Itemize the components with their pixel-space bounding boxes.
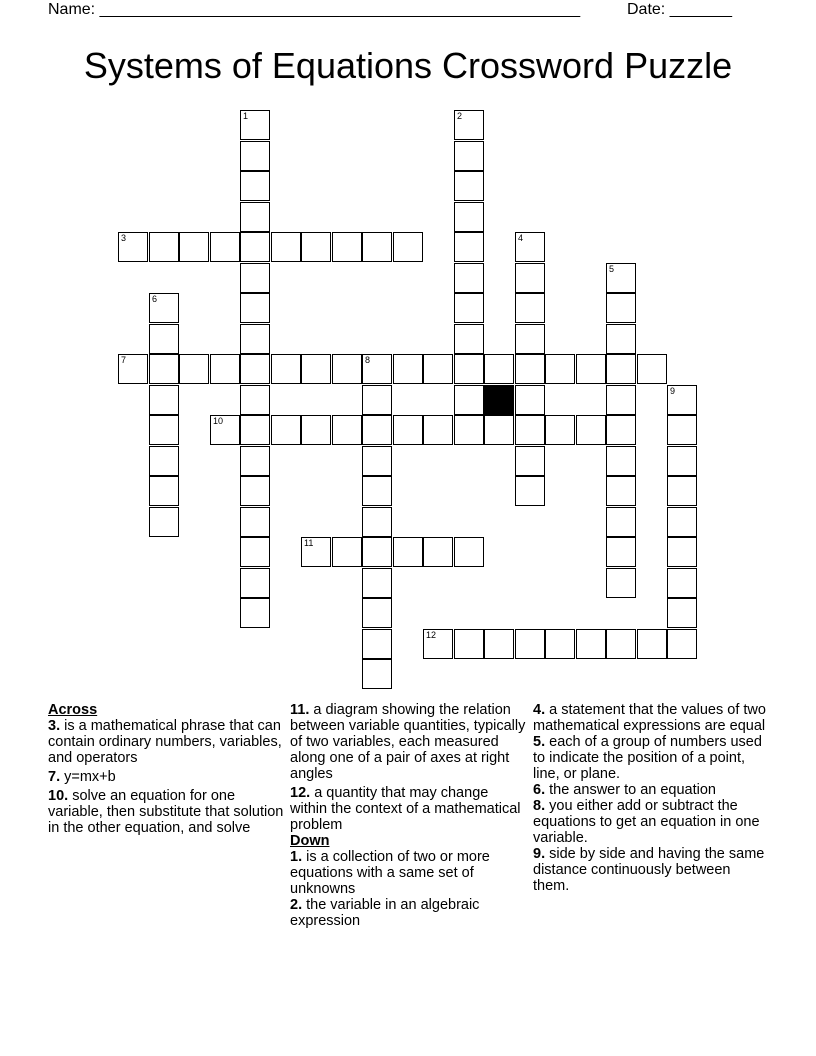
- crossword-cell[interactable]: [149, 446, 179, 476]
- crossword-cell[interactable]: [240, 385, 270, 415]
- clue-down-6: 6. the answer to an equation: [533, 782, 716, 798]
- crossword-cell[interactable]: [423, 537, 453, 567]
- crossword-cell[interactable]: [606, 568, 636, 598]
- across-heading: Across: [48, 702, 98, 718]
- clue-across-3: 3. is a mathematical phrase that can contain ordinary numbers, variables, and operators: [48, 718, 282, 766]
- crossword-cell[interactable]: [149, 507, 179, 537]
- down-heading: Down: [290, 833, 330, 849]
- crossword-cell[interactable]: [515, 476, 545, 506]
- crossword-cell[interactable]: [454, 110, 484, 140]
- crossword-cell[interactable]: [606, 476, 636, 506]
- crossword-cell[interactable]: [606, 537, 636, 567]
- clue-number: 12: [426, 630, 437, 640]
- clue-number: 5: [609, 264, 615, 274]
- crossword-cell[interactable]: [362, 415, 392, 445]
- crossword-cell[interactable]: [606, 324, 636, 354]
- crossword-cell[interactable]: [271, 415, 301, 445]
- clue-number: 3: [121, 233, 127, 243]
- crossword-cell[interactable]: [606, 385, 636, 415]
- crossword-cell[interactable]: [362, 537, 392, 567]
- crossword-cell[interactable]: [606, 354, 636, 384]
- crossword-cell[interactable]: [423, 629, 453, 659]
- crossword-cell[interactable]: [667, 537, 697, 567]
- crossword-cell[interactable]: [301, 354, 331, 384]
- crossword-cell[interactable]: [667, 568, 697, 598]
- crossword-cell[interactable]: [149, 476, 179, 506]
- crossword-cell[interactable]: [393, 415, 423, 445]
- crossword-cell[interactable]: [484, 629, 514, 659]
- crossword-cell[interactable]: [240, 354, 270, 384]
- crossword-cell[interactable]: [667, 385, 697, 415]
- black-square: [484, 385, 514, 415]
- crossword-cell[interactable]: [210, 354, 240, 384]
- crossword-cell[interactable]: [240, 202, 270, 232]
- crossword-cell[interactable]: [149, 385, 179, 415]
- crossword-cell[interactable]: [362, 659, 392, 689]
- clue-across-10: 10. solve an equation for one variable, then substitute that solution in the other equation, and solve: [48, 788, 284, 836]
- clue-down-1: 1. is a collection of two or more equations with a same set of unknowns: [290, 849, 490, 897]
- crossword-cell[interactable]: [362, 568, 392, 598]
- crossword-cell[interactable]: [454, 171, 484, 201]
- crossword-cell[interactable]: [240, 171, 270, 201]
- page-title: Systems of Equations Crossword Puzzle: [83, 45, 733, 86]
- name-field-label: Name: ______________________________________________________: [48, 1, 581, 18]
- crossword-cell[interactable]: [362, 385, 392, 415]
- crossword-cell[interactable]: [515, 293, 545, 323]
- crossword-cell[interactable]: [240, 568, 270, 598]
- crossword-cell[interactable]: [393, 537, 423, 567]
- crossword-cell[interactable]: [637, 629, 667, 659]
- clue-number: 6: [152, 294, 158, 304]
- crossword-cell[interactable]: [423, 354, 453, 384]
- crossword-cell[interactable]: [454, 537, 484, 567]
- crossword-cell[interactable]: [606, 629, 636, 659]
- crossword-cell[interactable]: [515, 385, 545, 415]
- crossword-cell[interactable]: [454, 232, 484, 262]
- crossword-cell[interactable]: [454, 324, 484, 354]
- crossword-cell[interactable]: [667, 415, 697, 445]
- crossword-cell[interactable]: [362, 629, 392, 659]
- crossword-cell[interactable]: [454, 415, 484, 445]
- crossword-cell[interactable]: [240, 446, 270, 476]
- crossword-cell[interactable]: [454, 202, 484, 232]
- crossword-cell[interactable]: [515, 263, 545, 293]
- clue-number: 7: [121, 355, 127, 365]
- clue-number: 1: [243, 111, 249, 121]
- crossword-cell[interactable]: [667, 446, 697, 476]
- crossword-cell[interactable]: [271, 354, 301, 384]
- crossword-cell[interactable]: [515, 415, 545, 445]
- crossword-cell[interactable]: [210, 415, 240, 445]
- crossword-cell[interactable]: [362, 507, 392, 537]
- clues-column-1: [48, 702, 284, 839]
- crossword-cell[interactable]: [332, 232, 362, 262]
- crossword-cell[interactable]: [454, 385, 484, 415]
- crossword-cell[interactable]: [606, 415, 636, 445]
- crossword-cell[interactable]: [179, 232, 209, 262]
- crossword-cell[interactable]: [362, 476, 392, 506]
- crossword-cell[interactable]: [332, 415, 362, 445]
- crossword-cell[interactable]: [576, 415, 606, 445]
- crossword-cell[interactable]: [240, 232, 270, 262]
- crossword-cell[interactable]: [210, 232, 240, 262]
- crossword-cell[interactable]: [118, 354, 148, 384]
- clue-down-2: 2. the variable in an algebraic expression: [290, 897, 480, 929]
- crossword-cell[interactable]: [301, 415, 331, 445]
- crossword-cell[interactable]: [454, 354, 484, 384]
- crossword-cell[interactable]: [240, 598, 270, 628]
- date-field-label: Date: _______: [627, 1, 732, 18]
- crossword-cell[interactable]: [576, 354, 606, 384]
- crossword-cell[interactable]: [545, 354, 575, 384]
- crossword-cell[interactable]: [454, 293, 484, 323]
- crossword-cell[interactable]: [606, 263, 636, 293]
- crossword-cell[interactable]: [515, 324, 545, 354]
- crossword-cell[interactable]: [454, 141, 484, 171]
- crossword-cell[interactable]: [667, 629, 697, 659]
- crossword-cell[interactable]: [149, 354, 179, 384]
- crossword-cell[interactable]: [301, 537, 331, 567]
- crossword-cell[interactable]: [118, 232, 148, 262]
- clue-down-9: 9. side by side and having the same distance continuously between them.: [533, 846, 765, 894]
- clue-number: 9: [670, 386, 676, 396]
- crossword-cell[interactable]: [362, 598, 392, 628]
- crossword-cell[interactable]: [515, 232, 545, 262]
- clue-down-4: 4. a statement that the values of two mathematical expressions are equal: [533, 702, 766, 734]
- crossword-cell[interactable]: [240, 324, 270, 354]
- crossword-cell[interactable]: [362, 232, 392, 262]
- crossword-cell[interactable]: [484, 354, 514, 384]
- crossword-cell[interactable]: [149, 232, 179, 262]
- crossword-cell[interactable]: [606, 507, 636, 537]
- crossword-cell[interactable]: [667, 476, 697, 506]
- clue-down-5: 5. each of a group of numbers used to indicate the position of a point, line, or plane.: [533, 734, 762, 782]
- crossword-cell[interactable]: [240, 507, 270, 537]
- crossword-cell[interactable]: [240, 263, 270, 293]
- clue-across-11: 11. a diagram showing the relation between variable quantities, typically of two variables, each measured along one of a pair of axes at right angles: [290, 702, 526, 782]
- crossword-cell[interactable]: [545, 415, 575, 445]
- crossword-cell[interactable]: [423, 415, 453, 445]
- clue-number: 11: [304, 538, 314, 548]
- clue-number: 4: [518, 233, 524, 243]
- crossword-cell[interactable]: [301, 232, 331, 262]
- crossword-cell[interactable]: [454, 263, 484, 293]
- crossword-cell[interactable]: [240, 476, 270, 506]
- crossword-cell[interactable]: [606, 293, 636, 323]
- crossword-cell[interactable]: [149, 415, 179, 445]
- crossword-cell[interactable]: [332, 537, 362, 567]
- crossword-cell[interactable]: [576, 629, 606, 659]
- crossword-cell[interactable]: [515, 629, 545, 659]
- clue-number: 10: [213, 416, 224, 426]
- clues-column-3: [533, 702, 769, 894]
- crossword-cell[interactable]: [606, 446, 636, 476]
- clues-column-2: [290, 702, 526, 932]
- crossword-cell[interactable]: [393, 354, 423, 384]
- crossword-cell[interactable]: [240, 110, 270, 140]
- crossword-cell[interactable]: [515, 354, 545, 384]
- crossword-cell[interactable]: [667, 507, 697, 537]
- crossword-cell[interactable]: [484, 415, 514, 445]
- crossword-cell[interactable]: [393, 232, 423, 262]
- crossword-cell[interactable]: [332, 354, 362, 384]
- clue-number: 2: [457, 111, 463, 121]
- crossword-cell[interactable]: [240, 537, 270, 567]
- crossword-cell[interactable]: [362, 354, 392, 384]
- clue-down-8: 8. you either add or subtract the equations to get an equation in one variable.: [533, 798, 760, 846]
- crossword-cell[interactable]: [240, 415, 270, 445]
- crossword-cell[interactable]: [637, 354, 667, 384]
- clue-number: 8: [365, 355, 371, 365]
- crossword-cell[interactable]: [149, 324, 179, 354]
- crossword-cell[interactable]: [271, 232, 301, 262]
- crossword-cell[interactable]: [454, 629, 484, 659]
- crossword-cell[interactable]: [179, 354, 209, 384]
- crossword-cell[interactable]: [240, 293, 270, 323]
- clue-across-7: 7. y=mx+b: [48, 769, 116, 785]
- crossword-cell[interactable]: [149, 293, 179, 323]
- crossword-cell[interactable]: [362, 446, 392, 476]
- crossword-cell[interactable]: [515, 446, 545, 476]
- crossword-cell[interactable]: [545, 629, 575, 659]
- clue-across-12: 12. a quantity that may change within the context of a mathematical problem: [290, 785, 521, 833]
- crossword-cell[interactable]: [667, 598, 697, 628]
- crossword-cell[interactable]: [240, 141, 270, 171]
